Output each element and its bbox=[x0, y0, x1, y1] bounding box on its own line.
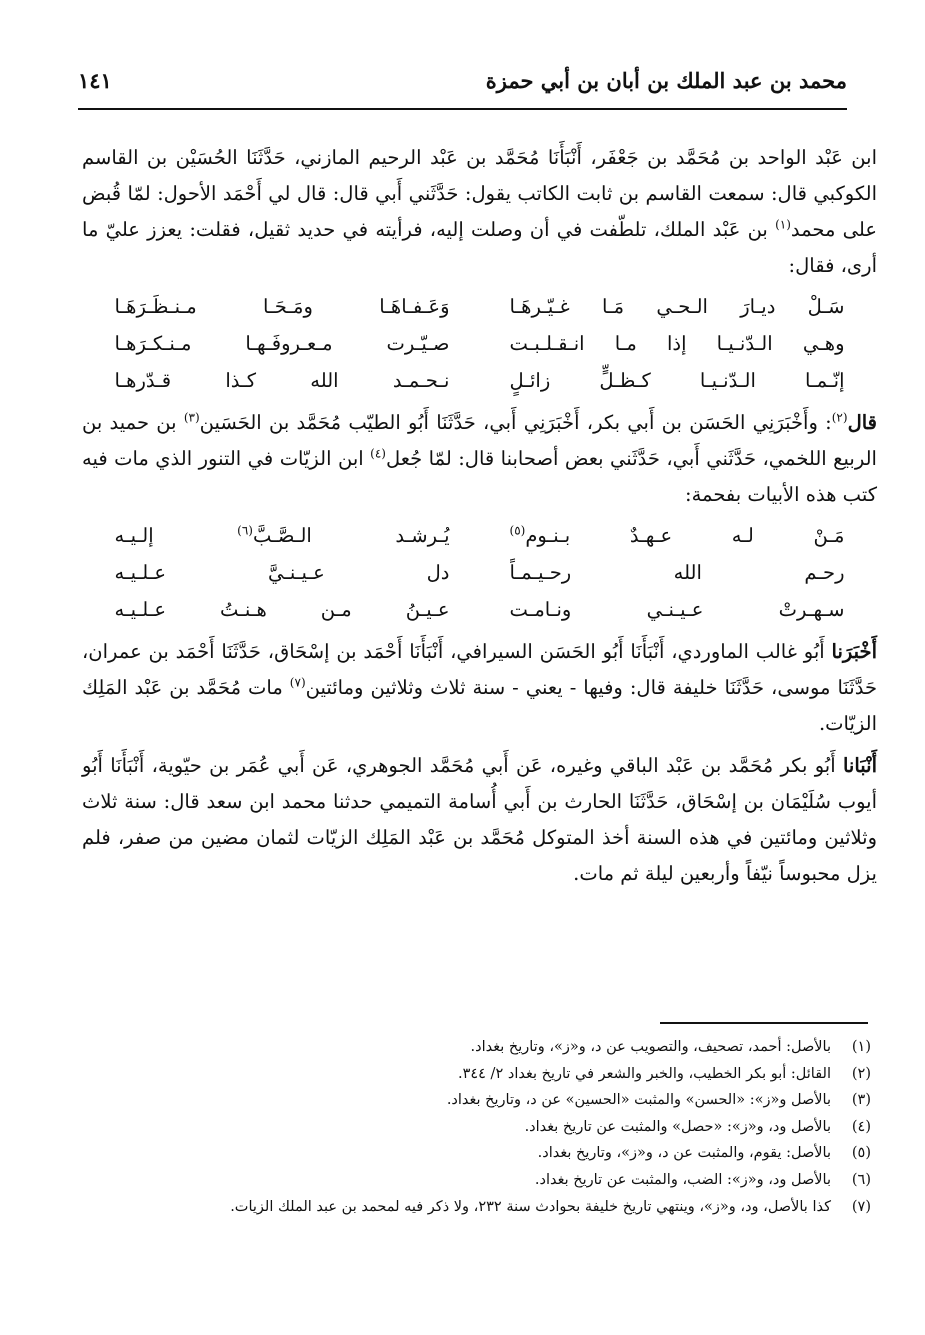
header-rule bbox=[78, 108, 847, 110]
paragraph-2-text-a: : وأَخْبَرَنِي الحَسَن بن أَبي بكر، أَخْبَرَنِي أَبي، حَدَّثَنَا أَبُو الطيّب مُحَمَّد بن الحَسَين bbox=[199, 411, 832, 434]
verse-hemistich-first: إنّـمـا الـدّنـيـا كـظـلٍّ زائـلٍ bbox=[509, 369, 845, 392]
footnote-text: بالأصل ود، و«ز»: الضب، والمثبت عن تاريخ بغداد. bbox=[534, 1171, 831, 1188]
verse-hemistich-second: صـيّـرت مـعـروفَـهـا مـنـكـرَهـا bbox=[114, 332, 450, 355]
running-title: محمد بن عبد الملك بن أبان بن أبي حمزة bbox=[485, 68, 847, 93]
paragraph-4 bbox=[82, 748, 877, 892]
verse-row bbox=[82, 325, 877, 362]
footnote bbox=[100, 1167, 871, 1194]
page-header bbox=[78, 66, 847, 104]
verse-text: مَـنْ لـه عـهـدٌ بـنـوم bbox=[525, 524, 845, 547]
footnote-mark-7: (٧) bbox=[289, 675, 306, 690]
paragraph-1-text-a: ابن عَبْد الواحد بن مُحَمَّد بن جَعْفَر، أَنْبَأَنَا مُحَمَّد بن عَبْد الرحيم المازني، حَدَّثَنَا الحُسَيْن بن القاسم الكوكبي قال: سمعت القاسم بن ثابت الكاتب يقول: حَدَّثَني أَبي قال: قال لي أَحْمَد الأحول: لمّا قُبض على محمد bbox=[82, 146, 877, 241]
paragraph-4-lead: أَنْبَانا bbox=[842, 754, 877, 777]
verse-hemistich-second: دل عـيـنـيَّ عـلـيـه bbox=[114, 561, 450, 584]
footnote-rule bbox=[660, 1022, 868, 1024]
verse-hemistich-second: عـيـنُ مـن هـنـتُ عـلـيـه bbox=[114, 598, 450, 621]
footnote-text: القائل: أبو بكر الخطيب، والخبر والشعر في تاريخ بغداد ٢/ ٣٤٤. bbox=[457, 1065, 831, 1082]
verse-text-tail: إلـيـه bbox=[114, 524, 238, 547]
footnote-number: (١) bbox=[851, 1039, 871, 1055]
verse-text: يُـرشـد الـصَّـبَّ bbox=[252, 524, 450, 547]
footnote bbox=[100, 1034, 871, 1061]
verse-hemistich-second: وَعَـفـاهَـا ومَـحَـا مـنـظَـرَهَـا bbox=[114, 295, 450, 318]
paragraph-3-lead: أَخْبَرَنا bbox=[831, 640, 877, 663]
footnote bbox=[100, 1140, 871, 1167]
footnote-mark-4: (٤) bbox=[370, 446, 386, 461]
verse-row bbox=[82, 362, 877, 399]
footnote-mark-6: (٦) bbox=[237, 523, 253, 538]
verse-hemistich-second: نـحـمـد الله كـذا قـدّرهـا bbox=[114, 369, 450, 392]
footnotes bbox=[100, 1034, 871, 1220]
paragraph-4-text: أَبُو بكر مُحَمَّد بن عَبْد الباقي وغيره، عَن أَبي مُحَمَّد الجوهري، عَن أَبي عُمَر بن حيّوية، أَنْبَأَنَا أَبُو أيوب سُلَيْمَان بن إسْحَاق، حَدَّثَنَا الحارث بن أَبي أُسامة التميمي حدثنا محمد ابن سعد قال: سنة ثلاث وثلاثين ومائتين في هذه السنة أخذ المتوكل مُحَمَّد بن عَبْد المَلِك الزيّات لثمان مضين من صفر، فلم يزل محبوساً نيّفاً وأربعين ليلة ثم مات. bbox=[82, 754, 877, 885]
footnote bbox=[100, 1114, 871, 1141]
verse-hemistich-second bbox=[115, 517, 450, 554]
footnote-text: بالأصل ود، و«ز»: «حصل» والمثبت عن تاريخ بغداد. bbox=[524, 1118, 831, 1135]
footnote-number: (٣) bbox=[851, 1092, 871, 1109]
footnote-text: بالأصل و«ز»: «الحسن» والمثبت «الحسين» عن د، وتاريخ بغداد. bbox=[446, 1092, 831, 1109]
poem-2 bbox=[82, 517, 877, 628]
footnote-text: بالأصل: أحمد، تصحيف، والتصويب عن د، و«ز»، وتاريخ بغداد. bbox=[470, 1039, 831, 1055]
verse-row bbox=[82, 517, 877, 554]
footnote-number: (٦) bbox=[851, 1171, 871, 1188]
footnote-number: (٤) bbox=[851, 1118, 871, 1135]
paragraph-2-text-b: بن حميد بن الربيع اللخمي، حَدَّثَني أَبي، حَدَّثَني بعض أصحابنا قال: لمّا جُعل bbox=[82, 411, 877, 470]
footnote bbox=[100, 1087, 871, 1114]
paragraph-2-lead: قال bbox=[847, 411, 877, 434]
footnote bbox=[100, 1061, 871, 1088]
paragraph-2-text-c: ابن الزيّات في التنور الذي مات فيه كتب هذه الأبيات بفحمة: bbox=[82, 447, 877, 506]
verse-row bbox=[82, 288, 877, 325]
verse-hemistich-first: سَـلْ ديـارَ الـحـي مَـا غـيّـرهَـا bbox=[509, 295, 845, 318]
footnote-number: (٥) bbox=[851, 1145, 871, 1162]
paragraph-2 bbox=[82, 405, 877, 513]
verse-hemistich-first: رحـم الله رحـيـمـاً bbox=[509, 561, 845, 584]
verse-row bbox=[82, 554, 877, 591]
verse-row bbox=[82, 591, 877, 628]
verse-hemistich-first bbox=[510, 517, 845, 554]
footnote-mark-1: (١) bbox=[775, 217, 791, 232]
verse-hemistich-first: سـهـرتْ عـيـنـي ونـامـت bbox=[509, 598, 845, 621]
paragraph-3 bbox=[82, 634, 877, 742]
footnote-mark-5: (٥) bbox=[509, 523, 526, 538]
footnote-number: (٢) bbox=[851, 1065, 871, 1082]
footnote-text: بالأصل: يقوم، والمثبت عن د، و«ز»، وتاريخ بغداد. bbox=[537, 1145, 831, 1162]
footnote-mark-3: (٣) bbox=[183, 410, 200, 425]
poem-1 bbox=[82, 288, 877, 399]
paragraph-3-text-b: مات مُحَمَّد بن عَبْد المَلِك الزيّات. bbox=[82, 676, 877, 735]
footnote-text: كذا بالأصل، ود، و«ز»، وينتهي تاريخ خليفة بحوادث سنة ٢٣٢، ولا ذكر فيه لمحمد بن عبد الملك الزيات. bbox=[230, 1198, 831, 1215]
paragraph-1 bbox=[82, 140, 877, 284]
paragraph-1-text-b: بن عَبْد الملك، تلطّفت في أن وصلت إليه، فرأيته في حديد ثقيل، فقلت: يعزز عليّ ما أرى، فقال: bbox=[82, 218, 877, 277]
verse-hemistich-first: وهـي الـدّنـيـا إذا مـا انـقـلـبـت bbox=[509, 332, 845, 355]
paragraph-3-text-a: أَبُو غالب الماوردي، أَنْبَأَنَا أَبُو الحَسَن السيرافي، أَنْبَأَنَا أَحْمَد بن إسْحَاق، حَدَّثَنَا أَحْمَد بن عمران، حَدَّثَنَا موسى، حَدَّثَنَا خليفة قال: وفيها - يعني - سنة ثلاث وثلاثين ومائتين bbox=[82, 640, 877, 699]
page-number: ١٤١ bbox=[78, 68, 112, 93]
main-text bbox=[82, 140, 877, 892]
footnote-number: (٧) bbox=[851, 1198, 871, 1215]
footnote-mark-2: (٢) bbox=[831, 410, 848, 425]
footnote bbox=[100, 1194, 871, 1221]
